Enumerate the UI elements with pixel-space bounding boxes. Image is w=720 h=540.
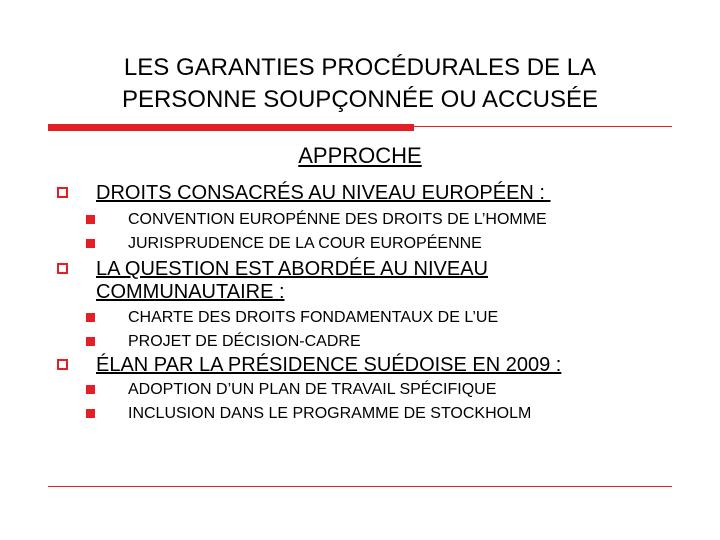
hollow-square-bullet-icon (57, 187, 68, 198)
filled-square-bullet-icon (86, 239, 95, 248)
filled-square-bullet-icon (86, 337, 95, 346)
section-heading-colon: : (278, 281, 285, 303)
filled-square-bullet-icon (86, 385, 95, 394)
slide-title (40, 52, 680, 116)
title-underline-thick (48, 124, 414, 131)
title-underline-thin (414, 126, 672, 127)
title-line-2: PERSONNE SOUPÇONNÉE OU ACCUSÉE (121, 86, 599, 113)
list-item: CONVENTION EUROPÉNNE DES DROITS DE L’HOMME (128, 211, 547, 228)
filled-square-bullet-icon (86, 215, 95, 224)
list-item: ADOPTION D’UN PLAN DE TRAVAIL SPÉCIFIQUE (128, 381, 497, 398)
filled-square-bullet-icon (86, 313, 95, 322)
section-heading: ÉLAN PAR LA PRÉSIDENCE SUÉDOISE EN 2009 : (96, 354, 562, 376)
list-item: CHARTE DES DROITS FONDAMENTAUX DE L’UE (128, 309, 499, 326)
hollow-square-bullet-icon (57, 359, 68, 370)
filled-square-bullet-icon (86, 409, 95, 418)
footer-rule (48, 486, 672, 487)
list-item: PROJET DE DÉCISION-CADRE (128, 333, 361, 350)
subtitle: APPROCHE (298, 143, 422, 168)
section-heading-line-2: COMMUNAUTAIRE (96, 281, 279, 303)
hollow-square-bullet-icon (57, 263, 68, 274)
section-heading: DROITS CONSACRÉS AU NIVEAU EUROPÉEN : (96, 182, 551, 204)
title-line-1: LES GARANTIES PROCÉDURALES DE LA (123, 54, 597, 81)
list-item: JURISPRUDENCE DE LA COUR EUROPÉENNE (128, 235, 482, 252)
section-heading-continued (96, 281, 285, 303)
section-heading: LA QUESTION EST ABORDÉE AU NIVEAU (96, 258, 488, 280)
list-item: INCLUSION DANS LE PROGRAMME DE STOCKHOLM (128, 405, 532, 422)
